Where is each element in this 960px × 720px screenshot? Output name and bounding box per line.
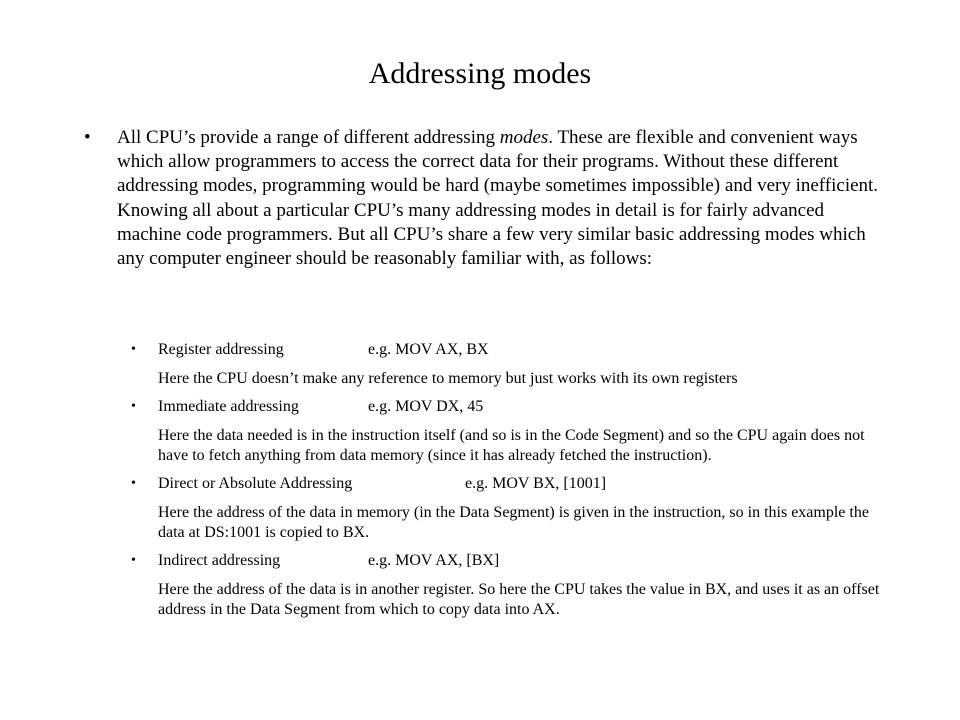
- mode-description: Here the data needed is in the instruction itself (and so is in the Code Segment) and so the CPU again does not have to fetch anything from data memory (since it has already fetched the instruction).: [158, 427, 865, 464]
- sub-bullet: •: [131, 476, 136, 491]
- main-bullet: •: [84, 127, 91, 148]
- mode-indirect: [131, 551, 891, 620]
- intro-paragraph: [117, 126, 887, 271]
- mode-description: Here the CPU doesn’t make any reference to memory but just works with its own registers: [158, 370, 738, 387]
- intro-emphasis: modes: [499, 127, 549, 148]
- mode-name: Register addressing: [158, 341, 284, 358]
- intro-text-1: All CPU’s provide a range of different addressing: [117, 127, 500, 148]
- mode-example: e.g. MOV AX, BX: [368, 341, 489, 358]
- mode-immediate: [131, 397, 891, 466]
- addressing-modes-list: [131, 340, 891, 628]
- mode-example: e.g. MOV DX, 45: [368, 398, 484, 415]
- slide-title: Addressing modes: [368, 57, 592, 90]
- mode-register: [131, 340, 891, 389]
- mode-example: e.g. MOV BX, [1001]: [465, 475, 607, 492]
- mode-description: Here the address of the data is in another register. So here the CPU takes the value in BX, and uses it as an offset address in the Data Segment from which to copy data into AX.: [158, 581, 880, 618]
- mode-example: e.g. MOV AX, [BX]: [368, 552, 500, 569]
- mode-name: Immediate addressing: [158, 398, 299, 415]
- sub-bullet: •: [131, 399, 136, 414]
- mode-name: Indirect addressing: [158, 552, 281, 569]
- sub-bullet: •: [131, 342, 136, 357]
- sub-bullet: •: [131, 553, 136, 568]
- mode-name: Direct or Absolute Addressing: [158, 475, 353, 492]
- mode-direct: [131, 474, 891, 543]
- mode-description: Here the address of the data in memory (in the Data Segment) is given in the instruction, so in this example the data at DS:1001 is copied to BX.: [158, 504, 869, 541]
- intro-text-2: . These are flexible and convenient ways which allow programmers to access the correct data for their programs. Without these different addressing modes, programming would be hard (maybe sometimes impossible) and very inefficient. Knowing all about a particular CPU’s many addressing modes in detail is for fairly advanced machine code programmers. But all CPU’s share a few very similar basic addressing modes which any computer engineer should be reasonably familiar with, as follows:: [117, 127, 879, 270]
